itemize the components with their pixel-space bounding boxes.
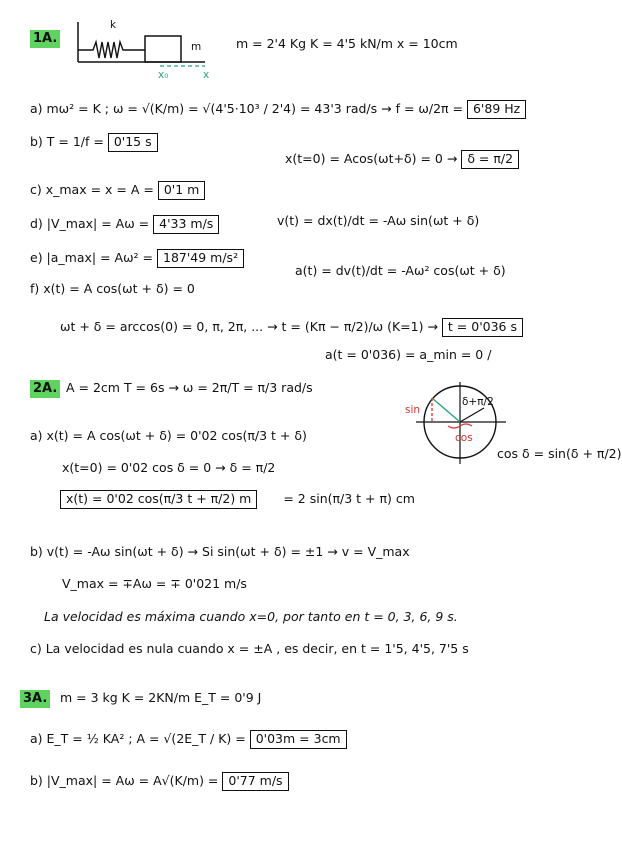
problem-3-label: 3A. xyxy=(20,692,50,705)
p1-acceleration-eq: a(t) = dv(t)/dt = -Aω² cos(ωt + δ) xyxy=(295,263,506,278)
problem-1-label: 1A. xyxy=(30,32,60,45)
p2-part-a3 xyxy=(60,490,415,509)
p1-a-result: 6'89 Hz xyxy=(467,100,526,119)
p2-part-b3: La velocidad es máxima cuando x=0, por tanto en t = 0, 3, 6, 9 s. xyxy=(44,609,458,624)
x-label: x xyxy=(203,69,210,81)
p3-part-a: a) E_T = ½ KA² ; A = √(2E_T / K) = 0'03m = 3cm xyxy=(30,730,347,749)
p2-a3-alt: = 2 sin(π/3 t + π) cm xyxy=(283,491,415,506)
p2-part-b: b) v(t) = -Aω sin(ωt + δ) → Si sin(ωt + δ) = ±1 → v = V_max xyxy=(30,544,410,559)
p1-e-result: 187'49 m/s² xyxy=(157,249,244,268)
x0-label: x₀ xyxy=(158,69,169,81)
p1-part-f2: ωt + δ = arccos(0) = 0, π, 2π, ... → t = (Kπ − π/2)/ω (K=1) → t = 0'036 s xyxy=(60,318,523,337)
p2-part-a2: x(t=0) = 0'02 cos δ = 0 → δ = π/2 xyxy=(62,460,276,475)
p1-part-c: c) x_max = x = A = 0'1 m xyxy=(30,181,205,200)
p1-part-e: e) |a_max| = Aω² = 187'49 m/s² xyxy=(30,249,244,268)
p1-d-result: 4'33 m/s xyxy=(153,215,219,234)
p1-phase: x(t=0) = Acos(ωt+δ) = 0 → δ = π/2 xyxy=(285,150,519,169)
p1-c-result: 0'1 m xyxy=(158,181,206,200)
spring-label: k xyxy=(110,19,117,31)
problem-2-label: 2A. xyxy=(30,382,60,395)
p1-b-result: 0'15 s xyxy=(108,133,158,152)
problem-3-data: m = 3 kg K = 2KN/m E_T = 0'9 J xyxy=(60,690,262,705)
p2-part-b2: V_max = ∓Aω = ∓ 0'021 m/s xyxy=(62,576,247,591)
circle-delta-label: δ+π/2 xyxy=(462,396,494,408)
p1-part-d: d) |V_max| = Aω = 4'33 m/s xyxy=(30,215,219,234)
p3-part-b: b) |V_max| = Aω = A√(K/m) = 0'77 m/s xyxy=(30,772,289,791)
p1-f2-result: t = 0'036 s xyxy=(442,318,523,337)
problem-2-data: A = 2cm T = 6s → ω = 2π/T = π/3 rad/s xyxy=(66,380,313,395)
p2-a3-boxed: x(t) = 0'02 cos(π/3 t + π/2) m xyxy=(60,490,257,509)
p1-part-f: f) x(t) = A cos(ωt + δ) = 0 xyxy=(30,281,195,296)
mass-label: m xyxy=(191,41,202,53)
p2-part-a: a) x(t) = A cos(ωt + δ) = 0'02 cos(π/3 t + δ) xyxy=(30,428,307,443)
circle-sin-label: sin xyxy=(405,404,421,416)
p2-part-c: c) La velocidad es nula cuando x = ±A , es decir, en t = 1'5, 4'5, 7'5 s xyxy=(30,641,469,656)
p1-part-f3: a(t = 0'036) = a_min = 0 / xyxy=(325,347,492,362)
p3-b-result: 0'77 m/s xyxy=(222,772,288,791)
circle-cos-label: cos xyxy=(455,432,473,444)
p3-a-result: 0'03m = 3cm xyxy=(250,730,347,749)
circle-note: cos δ = sin(δ + π/2) xyxy=(497,446,622,461)
problem-1-data: m = 2'4 Kg K = 4'5 kN/m x = 10cm xyxy=(236,36,458,51)
p1-part-b: b) T = 1/f = 0'15 s xyxy=(30,133,158,152)
p1-velocity-eq: v(t) = dx(t)/dt = -Aω sin(ωt + δ) xyxy=(277,213,480,228)
p1-part-a: a) mω² = K ; ω = √(K/m) = √(4'5·10³ / 2'4) = 43'3 rad/s → f = ω/2π = 6'89 Hz xyxy=(30,100,526,119)
p1-phase-result: δ = π/2 xyxy=(461,150,519,169)
